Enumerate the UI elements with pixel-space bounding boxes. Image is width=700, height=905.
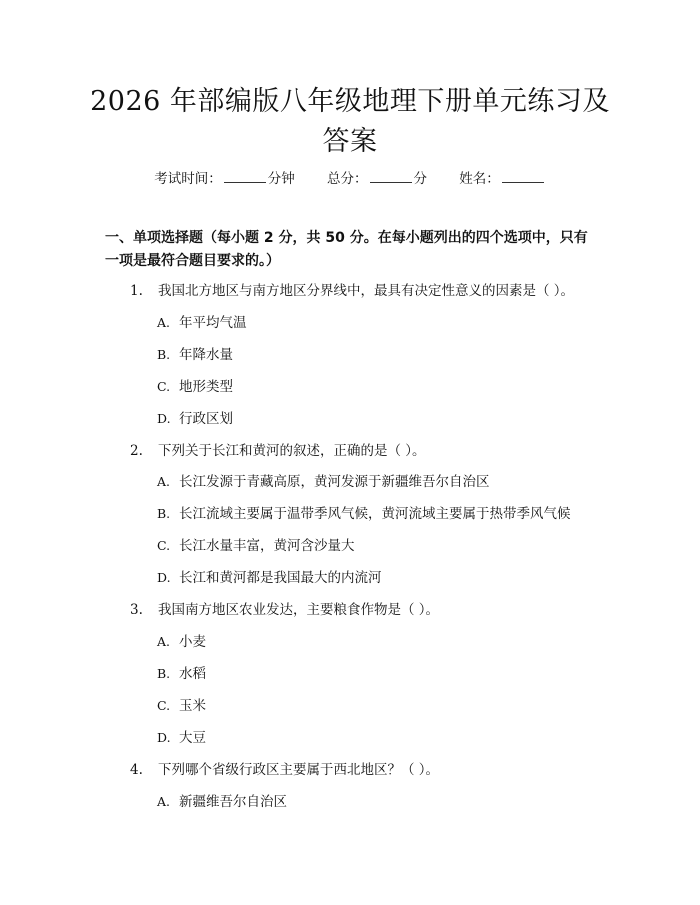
student-name-label: 姓名： xyxy=(459,171,500,187)
option-text: 长江流域主要属于温带季风气候，黄河流域主要属于热带季风气候 xyxy=(179,506,571,522)
option-letter: C. xyxy=(157,538,171,553)
option-text: 长江发源于青藏高原，黄河发源于新疆维吾尔自治区 xyxy=(179,474,490,490)
option-letter: D. xyxy=(157,411,171,426)
question-text: 我国北方地区与南方地区分界线中，最具有决定性意义的因素是（ ）。 xyxy=(158,283,575,299)
section-heading: 一、单项选择题（每小题 2 分，共 50 分。在每小题列出的四个选项中，只有一项是最符合题目要求的。） xyxy=(105,230,588,269)
question-item xyxy=(130,282,574,300)
document-title: 2026 年部编版八年级地理下册单元练习及答案 xyxy=(90,86,610,157)
option-letter: A. xyxy=(157,634,171,649)
total-score-unit: 分 xyxy=(413,171,427,187)
option-text: 行政区划 xyxy=(179,411,233,427)
option-letter: B. xyxy=(157,347,171,362)
question-text: 我国南方地区农业发达，主要粮食作物是（ ）。 xyxy=(158,602,440,618)
question-text: 下列关于长江和黄河的叙述，正确的是（ ）。 xyxy=(158,443,426,459)
option-letter: A. xyxy=(157,315,171,330)
option-letter: C. xyxy=(157,698,171,713)
exam-time-label: 考试时间： xyxy=(154,171,222,187)
exam-time-field xyxy=(154,170,295,188)
question-item xyxy=(130,761,439,779)
option-letter: B. xyxy=(157,666,171,681)
option-item xyxy=(157,410,233,428)
exam-time-blank xyxy=(224,170,266,183)
option-item xyxy=(157,537,355,555)
option-letter: D. xyxy=(157,570,171,585)
option-text: 长江和黄河都是我国最大的内流河 xyxy=(179,570,382,586)
option-item xyxy=(157,473,490,491)
option-text: 大豆 xyxy=(179,730,206,746)
exam-time-unit: 分钟 xyxy=(267,171,295,187)
option-letter: A. xyxy=(157,474,171,489)
option-item xyxy=(157,729,206,747)
question-item xyxy=(130,442,426,460)
option-item xyxy=(157,665,206,683)
option-item xyxy=(157,633,206,651)
question-item xyxy=(130,601,439,619)
option-letter: C. xyxy=(157,379,171,394)
option-text: 小麦 xyxy=(179,634,206,650)
student-name-blank xyxy=(502,170,544,183)
option-item xyxy=(157,569,382,587)
option-letter: D. xyxy=(157,730,171,745)
option-item xyxy=(157,314,247,332)
question-text: 下列哪个省级行政区主要属于西北地区？（ ）。 xyxy=(158,762,440,778)
option-text: 年平均气温 xyxy=(179,315,247,331)
exam-info-line xyxy=(0,170,700,188)
option-letter: A. xyxy=(157,794,171,809)
option-item xyxy=(157,793,287,811)
question-number: 2. xyxy=(130,443,143,459)
question-number: 1. xyxy=(130,283,143,299)
option-text: 年降水量 xyxy=(179,347,233,363)
total-score-field xyxy=(327,170,427,188)
question-number: 3. xyxy=(130,602,143,618)
student-name-field xyxy=(459,170,546,188)
option-text: 地形类型 xyxy=(179,379,233,395)
option-item xyxy=(157,346,233,364)
option-text: 长江水量丰富，黄河含沙量大 xyxy=(179,538,355,554)
option-item xyxy=(157,378,233,396)
option-item xyxy=(157,505,571,523)
question-number: 4. xyxy=(130,762,143,778)
option-text: 水稻 xyxy=(179,666,206,682)
option-text: 新疆维吾尔自治区 xyxy=(179,794,287,810)
total-score-label: 总分： xyxy=(327,171,368,187)
option-letter: B. xyxy=(157,506,171,521)
option-text: 玉米 xyxy=(179,698,206,714)
option-item xyxy=(157,697,206,715)
total-score-blank xyxy=(370,170,412,183)
